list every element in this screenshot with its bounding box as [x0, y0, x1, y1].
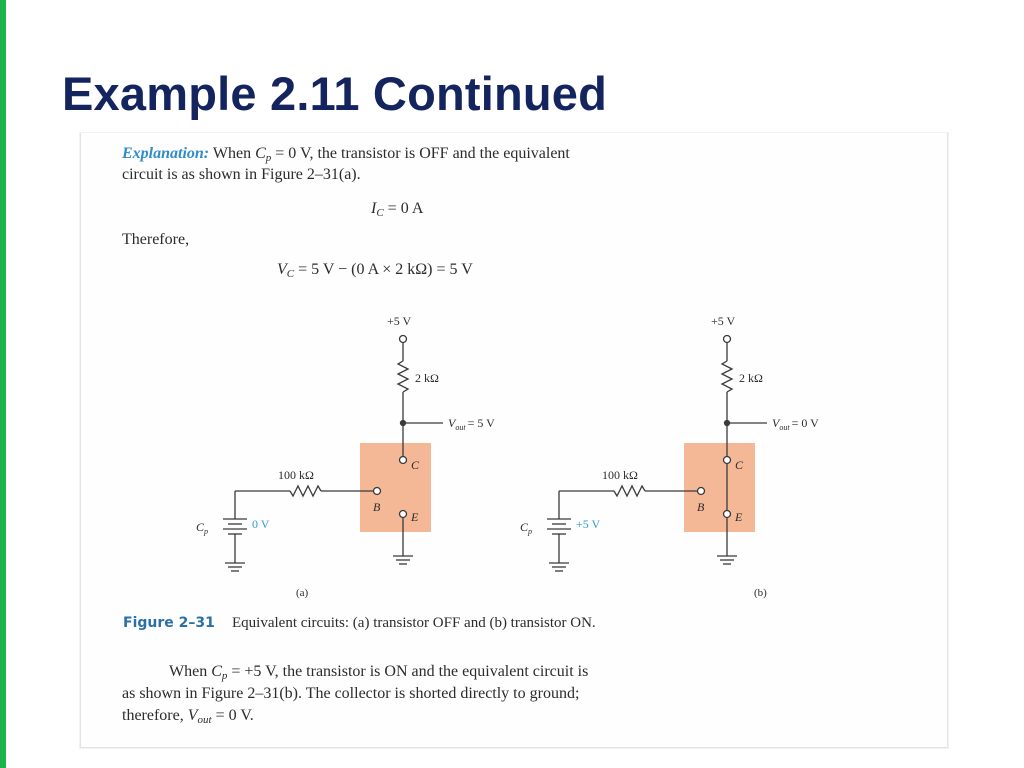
figure-label: Figure 2–31 [123, 615, 215, 631]
circuit-b [504, 311, 839, 601]
pin-c-b: C [735, 458, 744, 472]
source-label-a: $C_p$ [196, 520, 209, 536]
figure-caption: Equivalent circuits: (a) transistor OFF and (b) transistor ON. [232, 615, 596, 631]
supply-label-b: +5 V [711, 314, 736, 328]
supply-label-a: +5 V [387, 314, 412, 328]
source-value-a: 0 V [252, 517, 270, 531]
pin-c-a: C [411, 458, 420, 472]
explanation-label: Explanation: [122, 145, 210, 162]
rc-label-a: 2 kΩ [415, 371, 439, 385]
pin-e-b: E [735, 510, 743, 524]
therefore-text: Therefore, [122, 231, 190, 248]
paragraph-2-line-1: When $C_p = +5$ V, the transistor is ON and the equivalent circuit is [169, 663, 589, 682]
equation-vc: $V_C = 5$ V − (0 A × 2 kΩ) = 5 V [277, 261, 473, 280]
paragraph-2-line-3: therefore, $V_{out} = 0$ V. [122, 707, 254, 726]
pin-e-a: E [411, 510, 419, 524]
rc-label-b: 2 kΩ [739, 371, 763, 385]
pin-b-b: B [697, 500, 705, 514]
caption-b: (b) [754, 587, 767, 599]
textbook-excerpt [80, 133, 948, 748]
pin-b-a: B [373, 500, 381, 514]
source-value-b: +5 V [576, 517, 601, 531]
circuit-a [178, 311, 495, 601]
accent-bar [0, 0, 6, 768]
source-label-b: $C_p$ [520, 520, 533, 536]
equation-ic: $I_C = 0$ A [371, 200, 424, 219]
transistor-box-b [684, 443, 755, 532]
slide-title: Example 2.11 Continued [62, 67, 608, 120]
paragraph-2-line-2: as shown in Figure 2–31(b). The collector is shorted directly to ground; [122, 685, 580, 702]
vout-label-b: $V_{out} = 0$ V [772, 416, 819, 432]
rb-label-a: 100 kΩ [278, 468, 314, 482]
caption-a: (a) [296, 587, 309, 599]
paragraph-1-line-1: Explanation: When $C_p = 0$ V, the transistor is OFF and the equivalent [122, 145, 570, 164]
paragraph-1-line-2: circuit is as shown in Figure 2–31(a). [122, 166, 361, 183]
vout-label-a: $V_{out} = 5$ V [448, 416, 495, 432]
transistor-box-a [360, 443, 431, 532]
rb-label-b: 100 kΩ [602, 468, 638, 482]
